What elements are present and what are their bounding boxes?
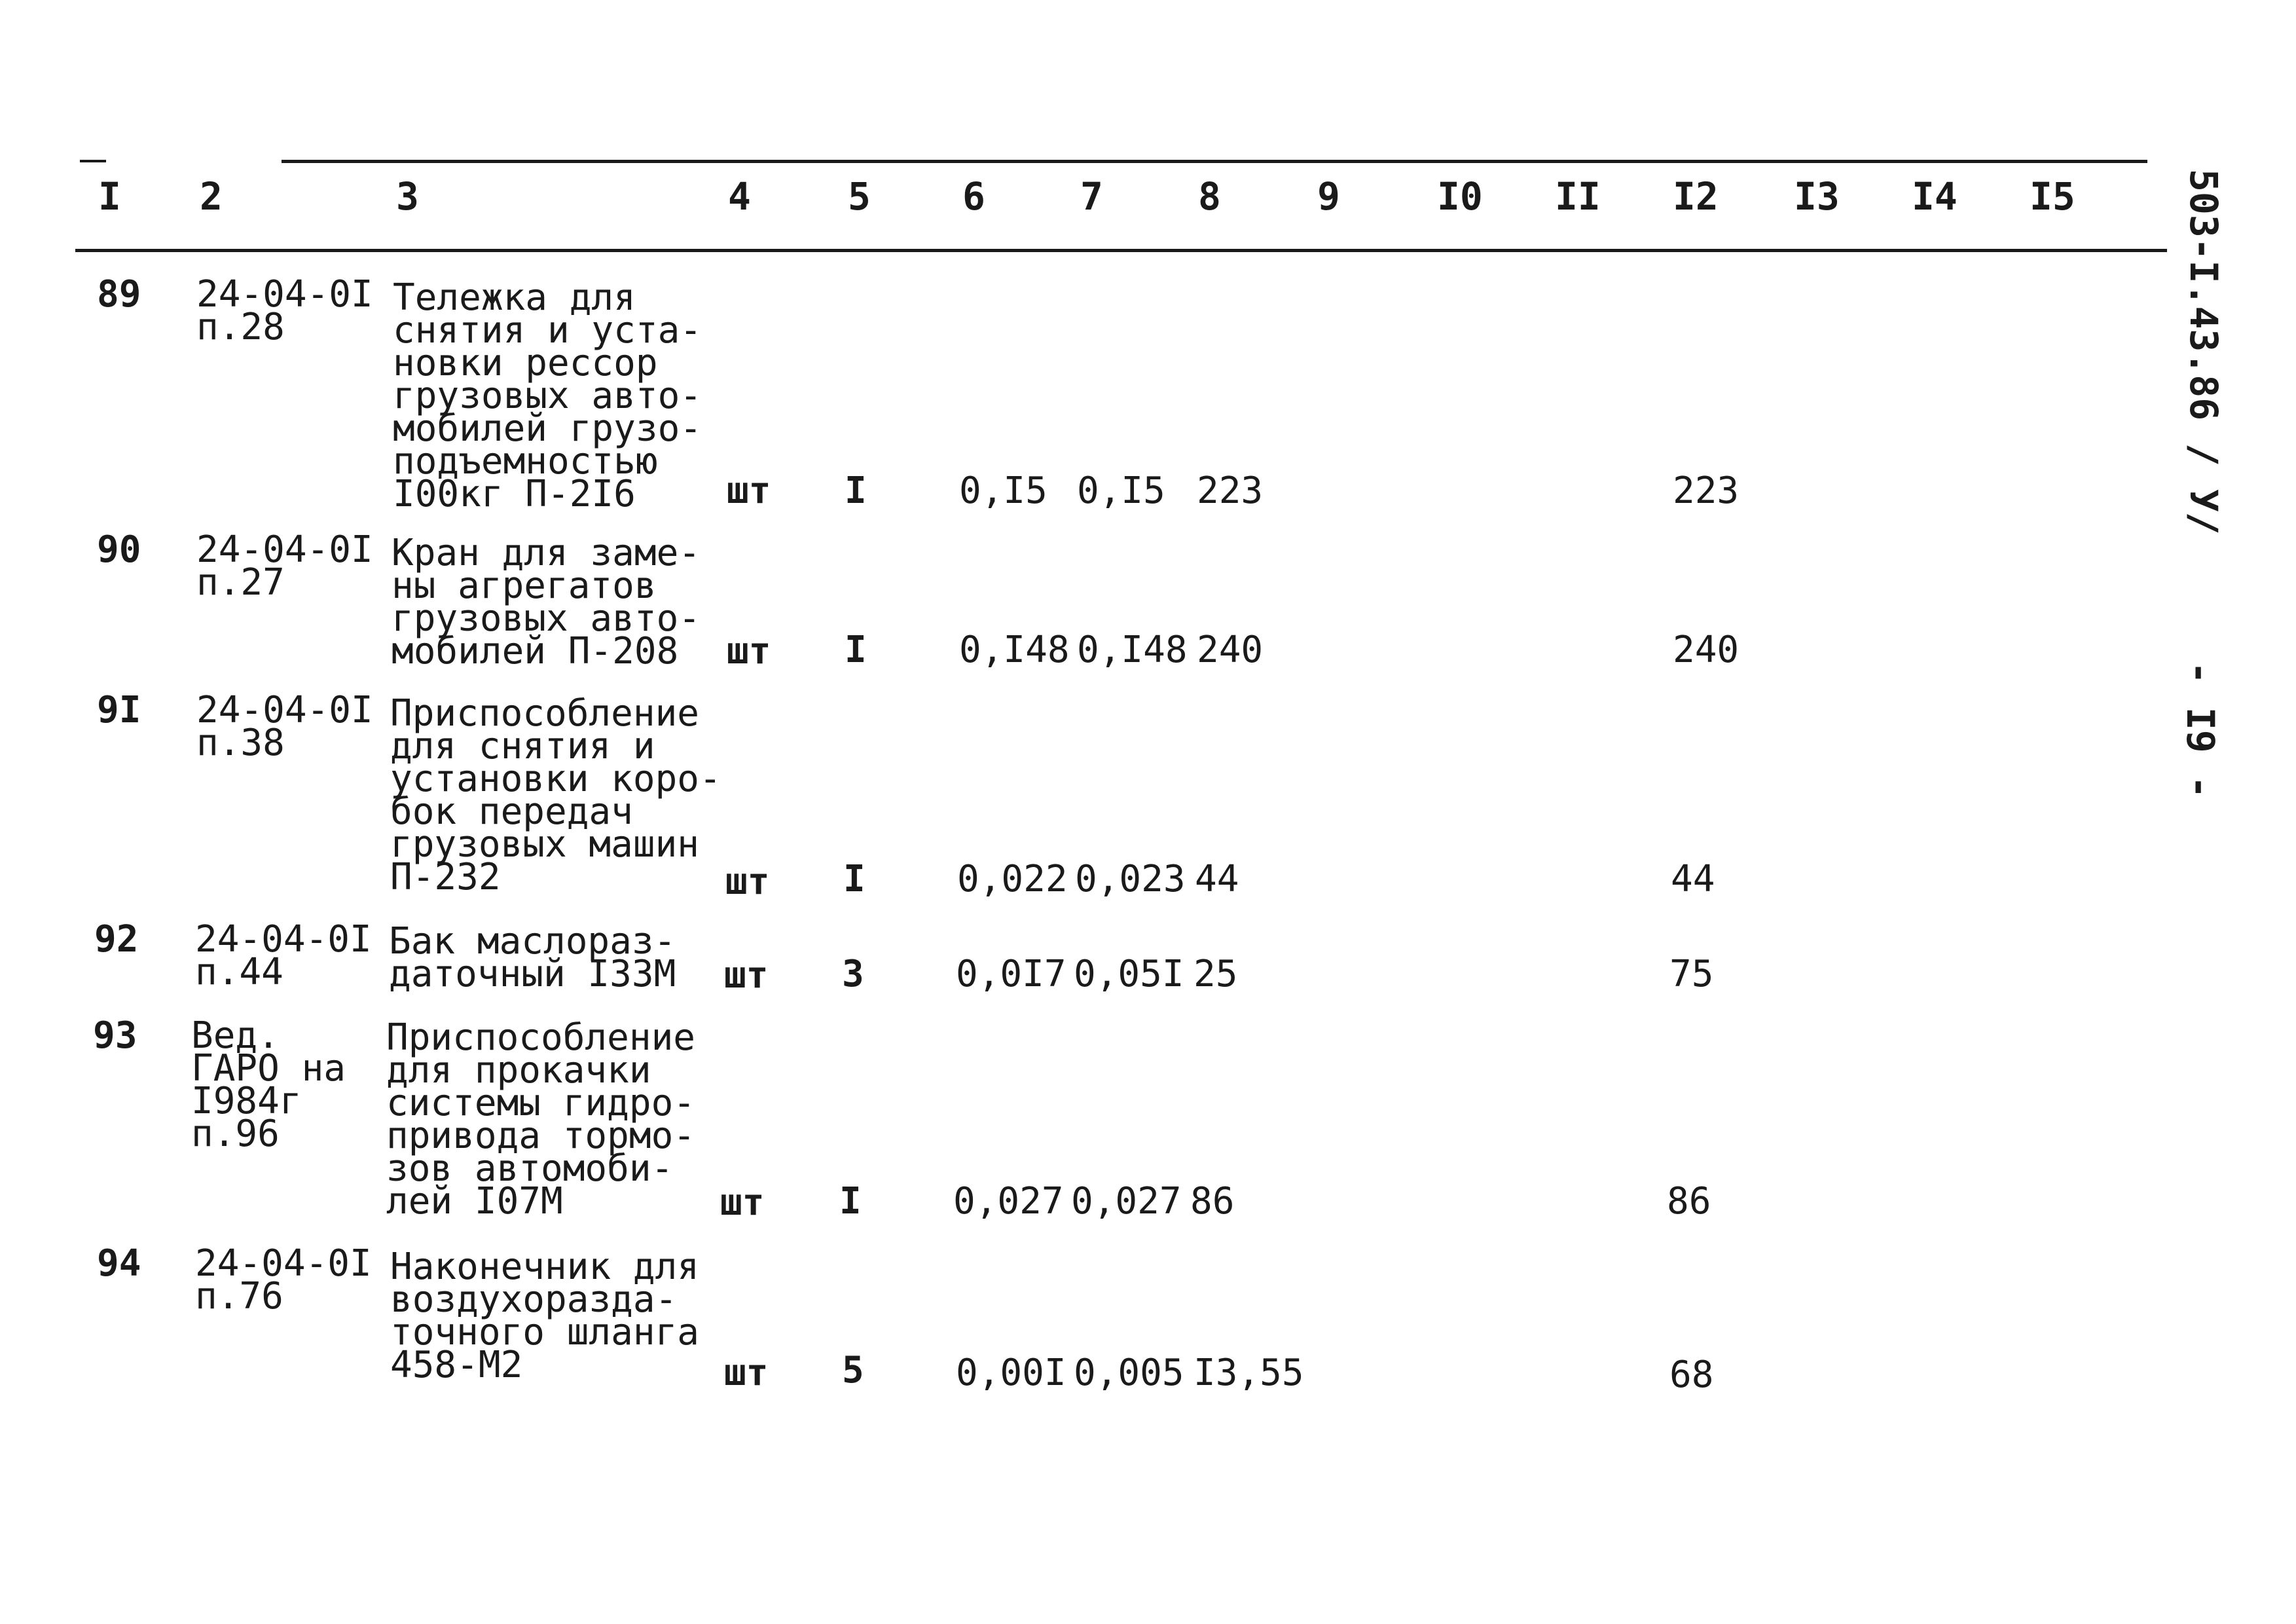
row-quantity: I bbox=[845, 629, 867, 671]
row-col12: 86 bbox=[1667, 1180, 1711, 1223]
row-unit: шт bbox=[724, 1352, 769, 1394]
col-header-10: I0 bbox=[1437, 174, 1483, 219]
row-col7: 0,023 bbox=[1075, 858, 1186, 900]
row-quantity: 5 bbox=[842, 1349, 864, 1392]
row-col6: 0,022 bbox=[957, 858, 1068, 900]
row-col6: 0,00I bbox=[956, 1352, 1066, 1394]
col-header-2: 2 bbox=[200, 174, 223, 219]
row-unit: шт bbox=[727, 630, 771, 673]
row-col6: 0,027 bbox=[953, 1180, 1064, 1223]
header-top-rule-stub bbox=[80, 160, 106, 162]
row-reference: 24-04-0I п.76 bbox=[195, 1242, 372, 1318]
row-quantity: 3 bbox=[842, 953, 864, 995]
row-col6: 0,0I7 bbox=[956, 953, 1066, 995]
col-header-1: I bbox=[98, 174, 121, 219]
row-col12: 68 bbox=[1669, 1354, 1714, 1396]
col-header-13: I3 bbox=[1794, 174, 1840, 219]
col-header-14: I4 bbox=[1912, 174, 1958, 219]
row-number: 93 bbox=[93, 1014, 137, 1057]
col-header-7: 7 bbox=[1080, 174, 1103, 219]
row-col7: 0,05I bbox=[1074, 953, 1184, 995]
row-col12: 44 bbox=[1671, 858, 1715, 900]
document-code: 503-I.43.86 / У/ bbox=[2181, 169, 2226, 535]
row-col12: 223 bbox=[1673, 470, 1740, 512]
row-col12: 75 bbox=[1669, 953, 1714, 995]
row-reference: Вед. ГАРО на I984г п.96 bbox=[191, 1014, 346, 1155]
row-number: 89 bbox=[97, 273, 141, 316]
row-number: 94 bbox=[97, 1242, 141, 1285]
row-col8: 240 bbox=[1197, 629, 1264, 671]
row-reference: 24-04-0I п.27 bbox=[196, 528, 373, 604]
row-col7: 0,005 bbox=[1074, 1352, 1184, 1394]
col-header-9: 9 bbox=[1317, 174, 1340, 219]
row-unit: шт bbox=[724, 954, 769, 997]
col-header-12: I2 bbox=[1673, 174, 1719, 219]
col-header-5: 5 bbox=[848, 174, 871, 219]
row-unit: шт bbox=[725, 860, 770, 903]
row-quantity: I bbox=[843, 858, 866, 900]
row-name: Приспособление для снятия и установки коро- бок передач грузовых машин П-232 bbox=[390, 692, 721, 898]
row-col7: 0,027 bbox=[1071, 1180, 1182, 1223]
row-number: 90 bbox=[97, 528, 141, 571]
row-col8: 44 bbox=[1195, 858, 1239, 900]
page-number: - I9 - bbox=[2178, 661, 2223, 799]
row-quantity: I bbox=[839, 1180, 862, 1223]
col-header-11: II bbox=[1555, 174, 1601, 219]
row-quantity: I bbox=[845, 470, 867, 512]
row-col6: 0,I5 bbox=[959, 470, 1048, 512]
row-reference: 24-04-0I п.28 bbox=[196, 273, 373, 348]
row-col8: 25 bbox=[1194, 953, 1238, 995]
row-unit: шт bbox=[720, 1181, 765, 1224]
row-name: Наконечник для воздухоразда- точного шланга 458-М2 bbox=[390, 1246, 700, 1386]
col-header-15: I5 bbox=[2030, 174, 2075, 219]
row-reference: 24-04-0I п.44 bbox=[195, 918, 372, 993]
row-col8: I3,55 bbox=[1194, 1352, 1304, 1394]
row-col6: 0,I48 bbox=[959, 629, 1070, 671]
row-reference: 24-04-0I п.38 bbox=[196, 689, 373, 764]
row-col7: 0,I48 bbox=[1077, 629, 1188, 671]
row-col8: 223 bbox=[1197, 470, 1264, 512]
row-name: Бак маслораз- даточный I33М bbox=[389, 920, 676, 995]
col-header-4: 4 bbox=[728, 174, 751, 219]
row-name: Тележка для снятия и уста- новки рессор грузовых авто- мобилей грузо- подъемностью I00кг П-2I6 bbox=[393, 276, 702, 515]
header-top-rule bbox=[282, 160, 2147, 163]
row-col8: 86 bbox=[1190, 1180, 1235, 1223]
col-header-3: 3 bbox=[396, 174, 419, 219]
header-bottom-rule bbox=[75, 249, 2167, 252]
col-header-8: 8 bbox=[1198, 174, 1221, 219]
row-unit: шт bbox=[727, 470, 771, 512]
row-col12: 240 bbox=[1673, 629, 1740, 671]
row-number: 9I bbox=[97, 689, 141, 731]
row-number: 92 bbox=[94, 918, 139, 961]
row-col7: 0,I5 bbox=[1077, 470, 1165, 512]
col-header-6: 6 bbox=[962, 174, 985, 219]
row-name: Кран для заме- ны агрегатов грузовых авто- мобилей П-208 bbox=[392, 532, 701, 673]
row-name: Приспособление для прокачки системы гидро- привода тормо- зов автомоби- лей I07М bbox=[386, 1016, 696, 1223]
